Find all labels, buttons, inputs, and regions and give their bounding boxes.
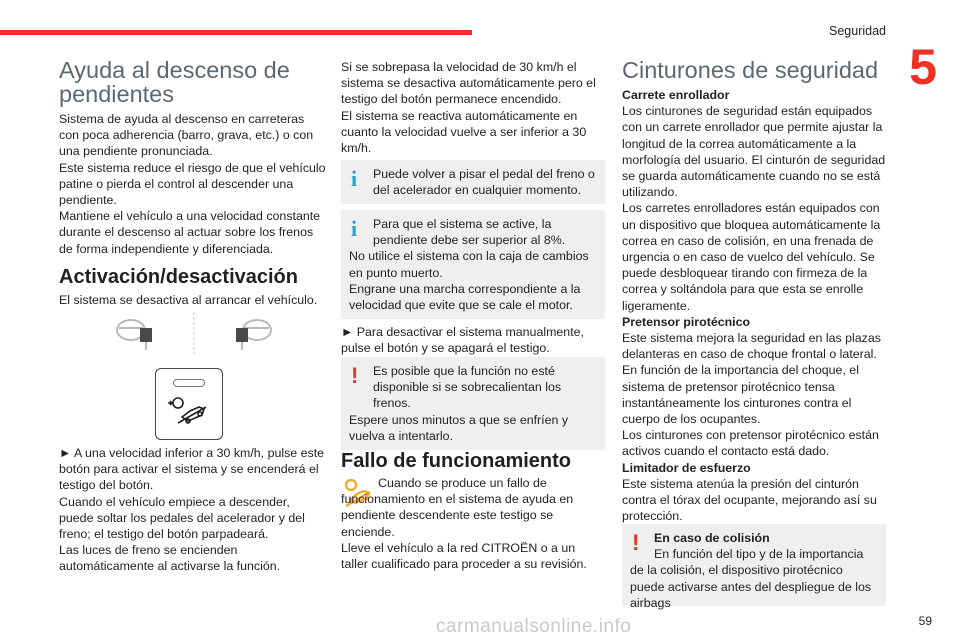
chapter-number: 5 <box>909 39 937 95</box>
pretensioner-heading: Pretensor pirotécnico <box>622 314 751 329</box>
info-note-pedals <box>341 160 605 204</box>
exclamation-icon: ! <box>351 363 359 388</box>
warning-note-overheat <box>341 357 605 450</box>
collision-text: En función del tipo y de la importancia de la colisión, el dispositivo pirotécnico puede activarse antes del despliegue de los airbags <box>630 547 872 610</box>
intro-paragraph-2: Este sistema reduce el riesgo de que el vehículo patine o pierda el control al descender una pendiente. <box>59 160 326 208</box>
seat-belts-title: Cinturones de seguridad <box>622 57 879 83</box>
pretensioner-paragraph-2: En función de la importancia del choque, el sistema de pretensor pirotécnico tensa instantáneamente los cinturones contra el cuerpo de los ocupantes. <box>622 363 859 427</box>
fault-heading: Fallo de funcionamiento <box>341 450 572 472</box>
reel-paragraph-2: Los carretes enrolladores están equipados con un dispositivo que bloquea automáticamente la correa en caso de colisión, en una frenada de urgencia o en caso de vuelco del vehículo. Se puede desbloquear tirando con firmeza de la correa y soltándola para que esta se enrolle ligeramente. <box>622 201 881 313</box>
activation-text: El sistema se desactiva al arrancar el vehículo. <box>59 293 318 307</box>
reactivation-text: El sistema se reactiva automáticamente en cuanto la velocidad vuelve a ser inferior a 30 km/h. <box>341 108 587 156</box>
speed-limit-text: Si se sobrepasa la velocidad de 30 km/h el sistema se desactiva automáticamente pero el testigo del botón permanece encendido. <box>341 60 596 107</box>
button-indicator-lamp <box>173 379 205 387</box>
reel-heading: Carrete enrollador <box>622 88 730 102</box>
info-note-slope <box>341 210 605 319</box>
watermark: carmanualsonline.info <box>436 616 632 637</box>
hill-descent-car-icon <box>166 393 212 429</box>
deactivate-instruction: ► Para desactivar el sistema manualmente, pulse el botón y se apagará el testigo. <box>341 325 584 356</box>
fault-text: Cuando se produce un fallo de funcionamiento en el sistema de ayuda en pendiente descendente este testigo se enciende. <box>341 476 574 539</box>
warning-wait-text: Espere unos minutos a que se enfríen y vuelva a intentarlo. <box>349 412 569 443</box>
info-note-slope-text: Para que el sistema se active, la pendiente debe ser superior al 8%. <box>373 217 566 248</box>
intro-paragraph-3: Mantiene el vehículo a una velocidad constante durante el descenso al actuar sobre los frenos de forma independiente y diferenciada. <box>59 209 321 256</box>
info-icon: i <box>351 166 358 191</box>
collision-heading: En caso de colisión <box>654 531 770 545</box>
descend-instruction: Cuando el vehículo empiece a descender, puede soltar los pedales del acelerador y del freno; el testigo del botón parpadeará. <box>59 494 305 542</box>
hill-descent-button-illustration <box>155 368 223 440</box>
dashboard-controls-illustration <box>109 310 279 358</box>
engage-gear-text: Engrane una marcha correspondiente a la velocidad que evite que se cale el motor. <box>349 281 581 313</box>
warning-note-collision <box>622 524 886 610</box>
pretensioner-paragraph-3: Los cinturones con pretensor pirotécnico están activos cuando el contacto está dado. <box>622 428 879 459</box>
neutral-gear-text: No utilice el sistema con la caja de cambios en punto muerto. <box>349 249 589 280</box>
section-title: Seguridad <box>829 24 886 38</box>
brake-lights-note: Las luces de freno se encienden automáticamente al activarse la función. <box>59 543 281 574</box>
page-number: 59 <box>918 614 932 628</box>
fault-service-text: Lleve el vehículo a la red CITROËN o a un taller cualificado para proceder a su revisión. <box>341 540 587 572</box>
exclamation-icon: ! <box>632 530 640 555</box>
header-accent-bar <box>0 30 472 35</box>
intro-paragraph-1: Sistema de ayuda al descenso en carreteras con poca adherencia (barro, grava, etc.) o con una pendiente pronunciada. <box>59 112 314 159</box>
activation-heading: Activación/desactivación <box>59 266 298 288</box>
limiter-heading: Limitador de esfuerzo <box>622 460 751 475</box>
hill-descent-title: Ayuda al descenso de pendientes <box>59 57 290 107</box>
reel-paragraph-1: Los cinturones de seguridad están equipados con un carrete enrollador que permite ajustar la longitud de la correa automáticamente a la morfología del usuario. El cinturón de seguridad se guarda automáticamente cuando no se está utilizando. <box>622 104 886 200</box>
info-note-pedals-text: Puede volver a pisar el pedal del freno o del acelerador en cualquier momento. <box>373 167 595 198</box>
info-icon: i <box>351 216 358 241</box>
activate-instruction: ► A una velocidad inferior a 30 km/h, pulse este botón para activar el sistema y se encenderá el testigo del botón. <box>59 446 325 493</box>
warning-overheat-text: Es posible que la función no esté disponible si se sobrecalientan los frenos. <box>373 364 562 411</box>
limiter-text: Este sistema atenúa la presión del cinturón contra el tórax del ocupante, mejorando así su protección. <box>622 476 877 524</box>
pretensioner-paragraph-1: Este sistema mejora la seguridad en las plazas delanteras en caso de choque frontal o lateral. <box>622 331 881 362</box>
